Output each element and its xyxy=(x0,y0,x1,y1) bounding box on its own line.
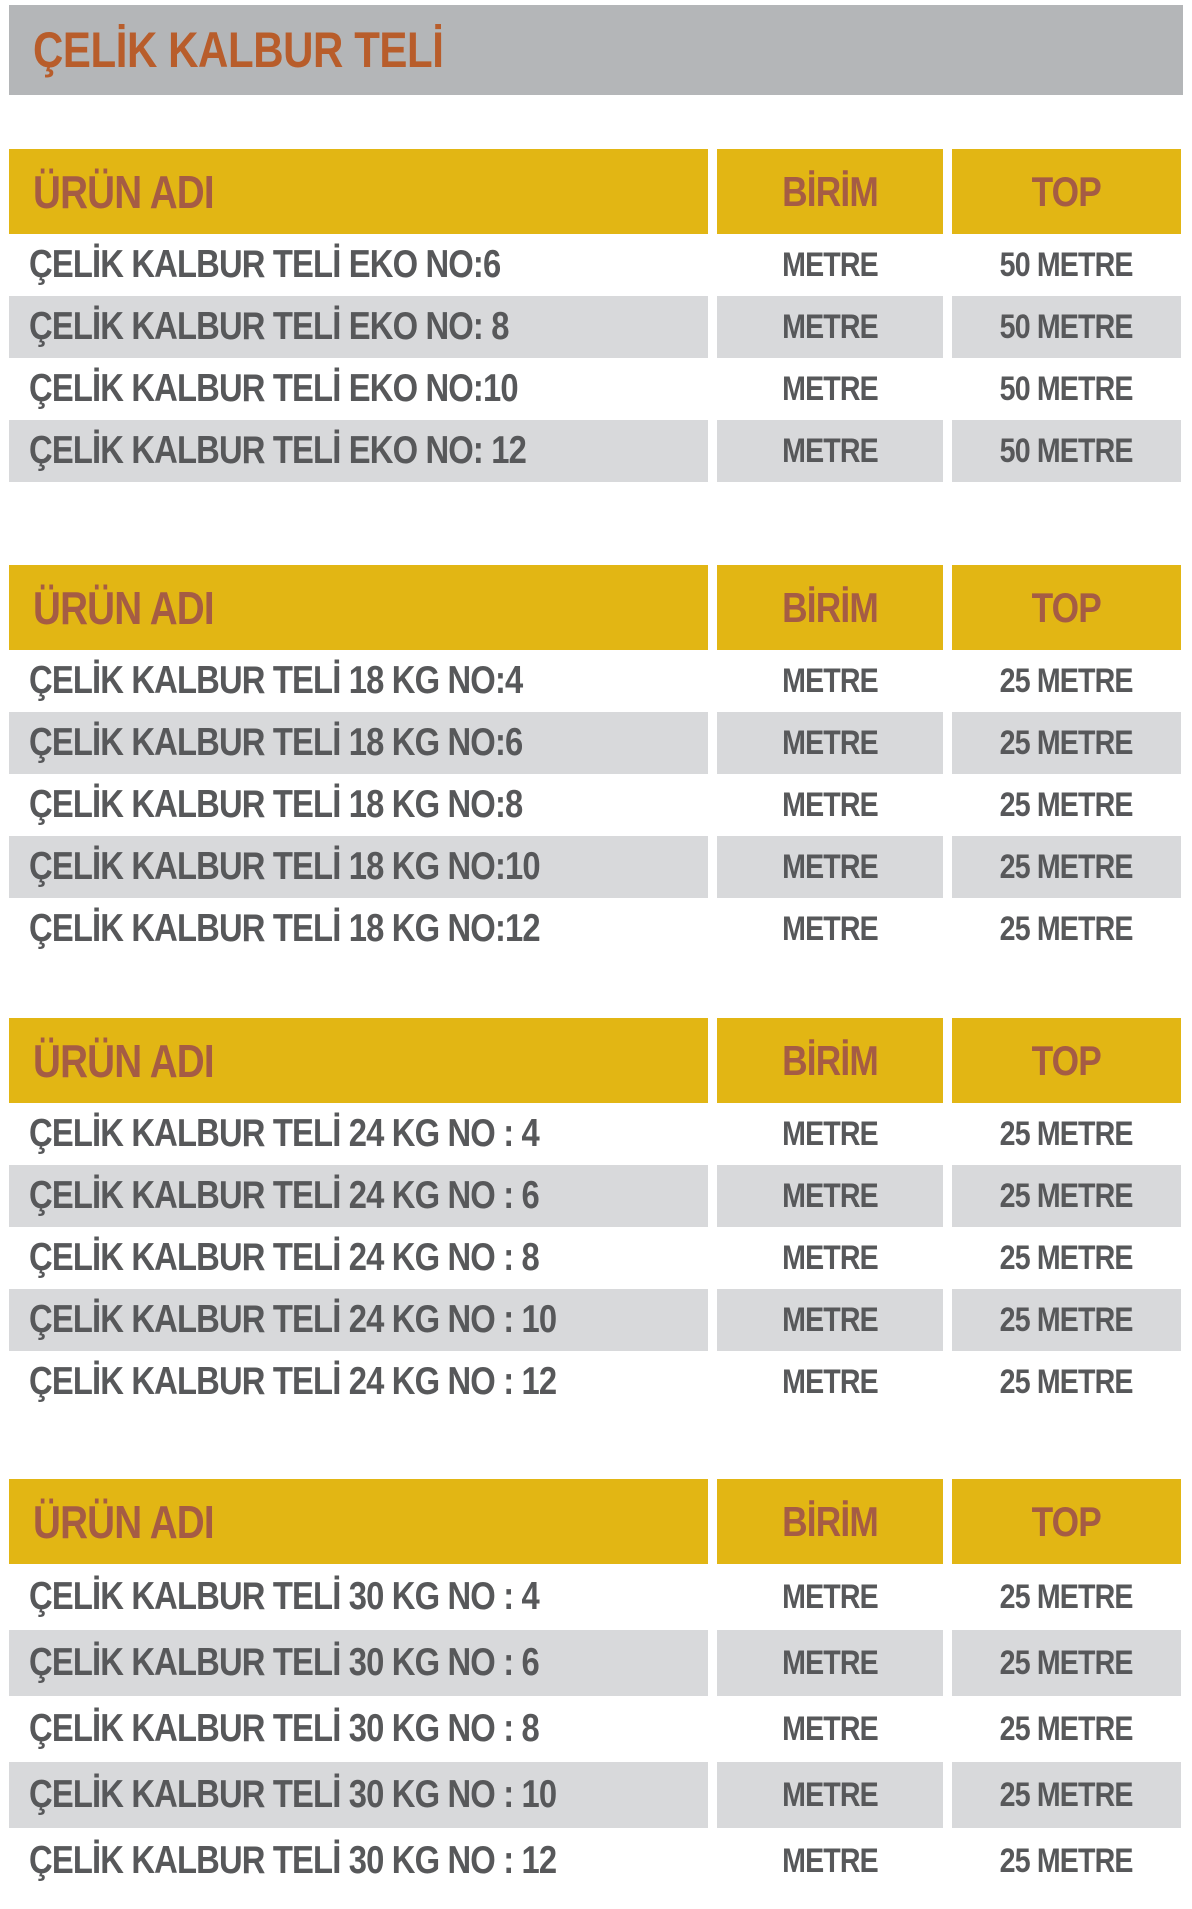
unit-cell xyxy=(717,1828,943,1894)
table-body xyxy=(9,1564,1181,1894)
unit-cell xyxy=(717,1289,943,1351)
column-header-roll-label: TOP xyxy=(1031,1036,1102,1084)
table-row xyxy=(9,1564,1181,1630)
product-name-cell xyxy=(9,1289,708,1351)
table-row xyxy=(9,1762,1181,1828)
unit-cell-text: METRE xyxy=(782,307,878,346)
roll-cell xyxy=(952,1165,1181,1227)
column-header-product xyxy=(9,1018,708,1103)
unit-cell xyxy=(717,1630,943,1696)
column-header-product-label: ÜRÜN ADI xyxy=(33,1495,214,1548)
table-row xyxy=(9,1351,1181,1413)
unit-cell xyxy=(717,1165,943,1227)
table-row xyxy=(9,296,1181,358)
roll-cell-text: 25 METRE xyxy=(1000,1300,1133,1339)
roll-cell xyxy=(952,712,1181,774)
column-header-roll xyxy=(952,1018,1181,1103)
product-name-cell xyxy=(9,1227,708,1289)
unit-cell-text: METRE xyxy=(782,1114,878,1153)
unit-cell-text: METRE xyxy=(782,1643,878,1682)
product-name-cell xyxy=(9,1630,708,1696)
column-header-roll-label: TOP xyxy=(1031,583,1102,631)
table-row xyxy=(9,1227,1181,1289)
table-row xyxy=(9,836,1181,898)
table-row xyxy=(9,898,1181,960)
page-title: ÇELİK KALBUR TELİ xyxy=(33,22,444,78)
roll-cell xyxy=(952,898,1181,960)
table-row xyxy=(9,1630,1181,1696)
roll-cell xyxy=(952,1564,1181,1630)
roll-cell xyxy=(952,836,1181,898)
roll-cell xyxy=(952,1630,1181,1696)
column-header-product-label: ÜRÜN ADI xyxy=(33,581,214,634)
table-body xyxy=(9,650,1181,960)
product-name-cell-text: ÇELİK KALBUR TELİ 30 KG NO : 10 xyxy=(29,1773,557,1816)
roll-cell xyxy=(952,1351,1181,1413)
unit-cell xyxy=(717,358,943,420)
roll-cell xyxy=(952,1227,1181,1289)
product-table-30kg xyxy=(9,1479,1181,1894)
product-name-cell-text: ÇELİK KALBUR TELİ 24 KG NO : 12 xyxy=(29,1360,557,1403)
column-header-product xyxy=(9,565,708,650)
roll-cell-text: 25 METRE xyxy=(1000,1643,1133,1682)
product-name-cell-text: ÇELİK KALBUR TELİ 30 KG NO : 4 xyxy=(29,1575,539,1618)
roll-cell-text: 50 METRE xyxy=(1000,245,1133,284)
column-header-roll xyxy=(952,149,1181,234)
unit-cell-text: METRE xyxy=(782,909,878,948)
product-table-18kg xyxy=(9,565,1181,960)
table-row xyxy=(9,1289,1181,1351)
product-name-cell-text: ÇELİK KALBUR TELİ EKO NO: 12 xyxy=(29,429,527,472)
column-header-product xyxy=(9,1479,708,1564)
product-name-cell xyxy=(9,1351,708,1413)
roll-cell xyxy=(952,650,1181,712)
product-name-cell-text: ÇELİK KALBUR TELİ 18 KG NO:12 xyxy=(29,907,540,950)
product-name-cell-text: ÇELİK KALBUR TELİ EKO NO:6 xyxy=(29,243,501,286)
page-title-band xyxy=(9,5,1183,95)
table-row xyxy=(9,774,1181,836)
column-header-roll xyxy=(952,565,1181,650)
roll-cell-text: 25 METRE xyxy=(1000,1841,1133,1880)
unit-cell-text: METRE xyxy=(782,847,878,886)
unit-cell xyxy=(717,234,943,296)
unit-cell xyxy=(717,1696,943,1762)
roll-cell-text: 25 METRE xyxy=(1000,1709,1133,1748)
unit-cell-text: METRE xyxy=(782,785,878,824)
product-name-cell-text: ÇELİK KALBUR TELİ 30 KG NO : 12 xyxy=(29,1839,557,1882)
product-name-cell-text: ÇELİK KALBUR TELİ 30 KG NO : 6 xyxy=(29,1641,539,1684)
unit-cell xyxy=(717,712,943,774)
unit-cell-text: METRE xyxy=(782,661,878,700)
product-name-cell-text: ÇELİK KALBUR TELİ 18 KG NO:4 xyxy=(29,659,523,702)
roll-cell-text: 25 METRE xyxy=(1000,1238,1133,1277)
unit-cell xyxy=(717,420,943,482)
table-row xyxy=(9,234,1181,296)
unit-cell-text: METRE xyxy=(782,1577,878,1616)
product-name-cell xyxy=(9,836,708,898)
product-name-cell xyxy=(9,1103,708,1165)
product-name-cell-text: ÇELİK KALBUR TELİ 24 KG NO : 4 xyxy=(29,1112,539,1155)
product-name-cell xyxy=(9,1828,708,1894)
column-header-roll xyxy=(952,1479,1181,1564)
roll-cell-text: 50 METRE xyxy=(1000,369,1133,408)
unit-cell-text: METRE xyxy=(782,1176,878,1215)
product-name-cell xyxy=(9,774,708,836)
unit-cell-text: METRE xyxy=(782,1300,878,1339)
table-row xyxy=(9,650,1181,712)
unit-cell xyxy=(717,1103,943,1165)
roll-cell-text: 25 METRE xyxy=(1000,1362,1133,1401)
table-row xyxy=(9,358,1181,420)
product-name-cell-text: ÇELİK KALBUR TELİ 18 KG NO:10 xyxy=(29,845,540,888)
unit-cell xyxy=(717,1564,943,1630)
product-name-cell-text: ÇELİK KALBUR TELİ EKO NO: 8 xyxy=(29,305,509,348)
roll-cell xyxy=(952,1828,1181,1894)
roll-cell-text: 50 METRE xyxy=(1000,307,1133,346)
product-name-cell-text: ÇELİK KALBUR TELİ 24 KG NO : 6 xyxy=(29,1174,539,1217)
unit-cell-text: METRE xyxy=(782,1709,878,1748)
unit-cell-text: METRE xyxy=(782,723,878,762)
product-name-cell xyxy=(9,1165,708,1227)
roll-cell xyxy=(952,1103,1181,1165)
roll-cell xyxy=(952,1696,1181,1762)
product-name-cell xyxy=(9,1762,708,1828)
product-name-cell xyxy=(9,420,708,482)
column-header-unit xyxy=(717,565,943,650)
roll-cell xyxy=(952,296,1181,358)
product-name-cell-text: ÇELİK KALBUR TELİ EKO NO:10 xyxy=(29,367,518,410)
table-row xyxy=(9,1828,1181,1894)
catalog-page xyxy=(0,5,1192,1909)
column-header-unit-label: BİRİM xyxy=(782,167,878,215)
table-row xyxy=(9,1696,1181,1762)
product-name-cell-text: ÇELİK KALBUR TELİ 18 KG NO:6 xyxy=(29,721,523,764)
roll-cell xyxy=(952,1289,1181,1351)
column-header-unit xyxy=(717,1479,943,1564)
table-row xyxy=(9,1103,1181,1165)
column-header-product-label: ÜRÜN ADI xyxy=(33,1034,214,1087)
product-name-cell xyxy=(9,712,708,774)
product-table-eko xyxy=(9,149,1181,482)
unit-cell xyxy=(717,836,943,898)
unit-cell-text: METRE xyxy=(782,1841,878,1880)
unit-cell xyxy=(717,650,943,712)
column-header-product-label: ÜRÜN ADI xyxy=(33,165,214,218)
roll-cell xyxy=(952,358,1181,420)
roll-cell-text: 25 METRE xyxy=(1000,723,1133,762)
unit-cell xyxy=(717,1227,943,1289)
unit-cell xyxy=(717,774,943,836)
product-name-cell-text: ÇELİK KALBUR TELİ 30 KG NO : 8 xyxy=(29,1707,539,1750)
roll-cell-text: 25 METRE xyxy=(1000,909,1133,948)
roll-cell-text: 25 METRE xyxy=(1000,1176,1133,1215)
product-name-cell xyxy=(9,234,708,296)
column-header-roll-label: TOP xyxy=(1031,167,1102,215)
table-header-row xyxy=(9,1479,1181,1564)
table-body xyxy=(9,234,1181,482)
product-name-cell xyxy=(9,1564,708,1630)
roll-cell xyxy=(952,234,1181,296)
unit-cell xyxy=(717,898,943,960)
product-name-cell-text: ÇELİK KALBUR TELİ 18 KG NO:8 xyxy=(29,783,523,826)
unit-cell-text: METRE xyxy=(782,431,878,470)
column-header-unit-label: BİRİM xyxy=(782,1036,878,1084)
column-header-roll-label: TOP xyxy=(1031,1497,1102,1545)
table-body xyxy=(9,1103,1181,1413)
product-name-cell xyxy=(9,1696,708,1762)
roll-cell xyxy=(952,420,1181,482)
product-name-cell-text: ÇELİK KALBUR TELİ 24 KG NO : 8 xyxy=(29,1236,539,1279)
roll-cell xyxy=(952,1762,1181,1828)
unit-cell xyxy=(717,1351,943,1413)
roll-cell-text: 25 METRE xyxy=(1000,847,1133,886)
product-table-24kg xyxy=(9,1018,1181,1413)
product-name-cell xyxy=(9,296,708,358)
unit-cell xyxy=(717,1762,943,1828)
roll-cell-text: 25 METRE xyxy=(1000,1775,1133,1814)
column-header-unit-label: BİRİM xyxy=(782,583,878,631)
roll-cell-text: 25 METRE xyxy=(1000,1114,1133,1153)
table-header-row xyxy=(9,1018,1181,1103)
roll-cell-text: 25 METRE xyxy=(1000,1577,1133,1616)
column-header-unit xyxy=(717,149,943,234)
product-name-cell xyxy=(9,358,708,420)
unit-cell-text: METRE xyxy=(782,369,878,408)
column-header-unit-label: BİRİM xyxy=(782,1497,878,1545)
unit-cell-text: METRE xyxy=(782,245,878,284)
table-row xyxy=(9,1165,1181,1227)
unit-cell-text: METRE xyxy=(782,1362,878,1401)
table-header-row xyxy=(9,149,1181,234)
unit-cell-text: METRE xyxy=(782,1775,878,1814)
unit-cell xyxy=(717,296,943,358)
column-header-product xyxy=(9,149,708,234)
product-name-cell xyxy=(9,650,708,712)
product-name-cell-text: ÇELİK KALBUR TELİ 24 KG NO : 10 xyxy=(29,1298,557,1341)
product-name-cell xyxy=(9,898,708,960)
unit-cell-text: METRE xyxy=(782,1238,878,1277)
roll-cell-text: 50 METRE xyxy=(1000,431,1133,470)
table-row xyxy=(9,712,1181,774)
column-header-unit xyxy=(717,1018,943,1103)
table-row xyxy=(9,420,1181,482)
roll-cell-text: 25 METRE xyxy=(1000,661,1133,700)
roll-cell xyxy=(952,774,1181,836)
roll-cell-text: 25 METRE xyxy=(1000,785,1133,824)
table-header-row xyxy=(9,565,1181,650)
